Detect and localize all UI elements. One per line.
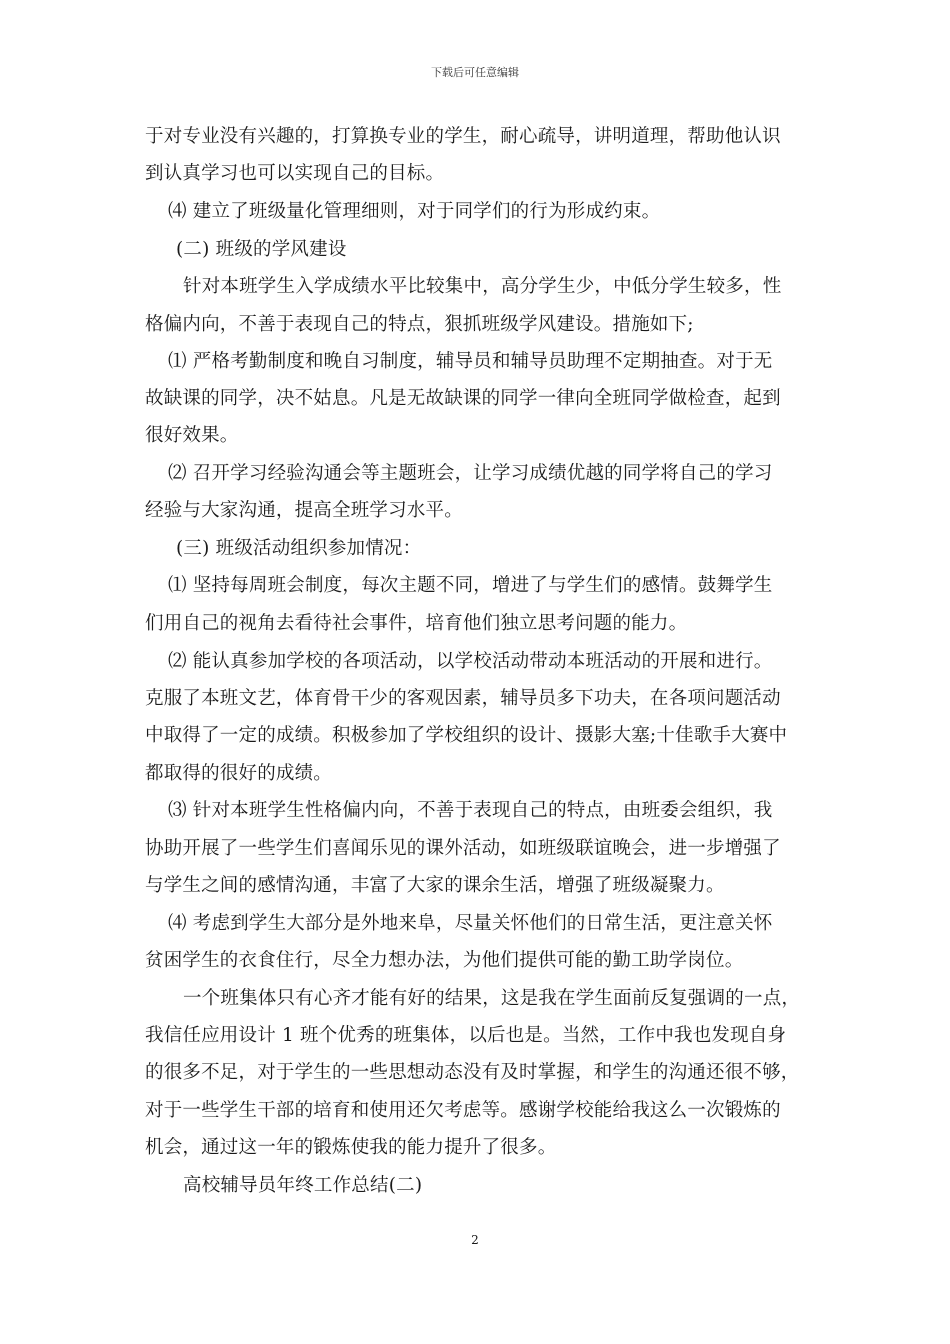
- section-heading: (三) 班级活动组织参加情况：: [176, 538, 422, 559]
- body-line: 的很多不足，对于学生的一些思想动态没有及时掌握，和学生的沟通还很不够，: [145, 1062, 800, 1083]
- body-line: 贫困学生的衣食住行，尽全力想办法，为他们提供可能的勤工助学岗位。: [145, 950, 744, 971]
- list-item: ⑴ 严格考勤制度和晚自习制度，辅导员和辅导员助理不定期抽查。对于无: [168, 351, 773, 372]
- list-item: ⑴ 坚持每周班会制度，每次主题不同，增进了与学生们的感情。鼓舞学生: [168, 575, 773, 596]
- body-line: 协助开展了一些学生们喜闻乐见的课外活动，如班级联谊晚会，进一步增强了: [145, 838, 781, 859]
- body-line: 我信任应用设计 1 班个优秀的班集体，以后也是。当然，工作中我也发现自身: [145, 1025, 787, 1046]
- body-line: 针对本班学生入学成绩水平比较集中，高分学生少，中低分学生较多，性: [183, 276, 782, 297]
- body-line: 经验与大家沟通，提高全班学习水平。: [145, 500, 463, 521]
- page-header: 下载后可任意编辑: [431, 66, 519, 79]
- body-line: 一个班集体只有心齐才能有好的结果，这是我在学生面前反复强调的一点，: [183, 988, 801, 1009]
- list-item: ⑷ 考虑到学生大部分是外地来阜，尽量关怀他们的日常生活，更注意关怀: [168, 913, 773, 934]
- body-line: 于对专业没有兴趣的，打算换专业的学生，耐心疏导，讲明道理，帮助他认识: [145, 126, 781, 147]
- body-line: 格偏内向，不善于表现自己的特点，狠抓班级学风建设。措施如下;: [145, 314, 694, 335]
- section-heading: (二) 班级的学风建设: [176, 239, 347, 260]
- page-number: 2: [471, 1233, 479, 1247]
- body-line: 与学生之间的感情沟通，丰富了大家的课余生活，增强了班级凝聚力。: [145, 875, 725, 896]
- body-line: 到认真学习也可以实现自己的目标。: [145, 163, 445, 184]
- body-line: 很好效果。: [145, 425, 239, 446]
- list-item: ⑷ 建立了班级量化管理细则，对于同学们的行为形成约束。: [168, 201, 661, 222]
- list-item: ⑵ 召开学习经验沟通会等主题班会，让学习成绩优越的同学将自己的学习: [168, 463, 773, 484]
- body-line: 中取得了一定的成绩。积极参加了学校组织的设计、摄影大塞;十佳歌手大赛中: [145, 725, 788, 746]
- body-line: 故缺课的同学，决不姑息。凡是无故缺课的同学一律向全班同学做检查，起到: [145, 388, 781, 409]
- body-line: 都取得的很好的成绩。: [145, 763, 333, 784]
- body-line: 机会，通过这一年的锻炼使我的能力提升了很多。: [145, 1137, 557, 1158]
- body-line: 克服了本班文艺，体育骨干少的客观因素，辅导员多下功夫，在各项问题活动: [145, 688, 781, 709]
- body-line: 对于一些学生干部的培育和使用还欠考虑等。感谢学校能给我这么一次锻炼的: [145, 1100, 781, 1121]
- section-title: 高校辅导员年终工作总结(二): [183, 1175, 423, 1196]
- body-line: 们用自己的视角去看待社会事件，培育他们独立思考问题的能力。: [145, 613, 688, 634]
- list-item: ⑶ 针对本班学生性格偏内向，不善于表现自己的特点，由班委会组织，我: [168, 800, 773, 821]
- list-item: ⑵ 能认真参加学校的各项活动，以学校活动带动本班活动的开展和进行。: [168, 651, 773, 672]
